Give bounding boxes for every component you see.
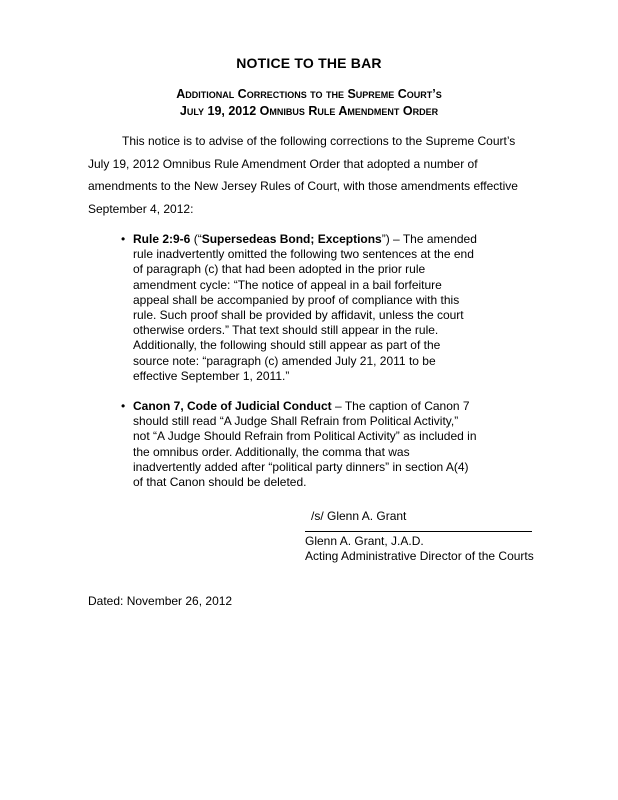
page-subtitle xyxy=(0,86,618,120)
item-body: ”) – The amended rule inadvertently omitted the following two sentences at the end of paragraph (c) that had been adopted in the prior rule amendment cycle: “The notice of appeal in a bail forfeiture appeal shall be accompanied by proof of compliance with this rule. Such proof shall be provided by affidavit, unless the court otherwise orders.” That text should still appear in the rule. Additionally, the following should still appear as part of the source note: “paragraph (c) amended July 21, 2011 to be effective September 1, 2011.” xyxy=(133,232,477,383)
page-title: NOTICE TO THE BAR xyxy=(236,55,382,71)
subtitle-line-1: Additional Corrections to the Supreme Court’s xyxy=(176,87,442,101)
corrections-list xyxy=(118,232,478,505)
bullet-marker: • xyxy=(121,399,126,414)
rule-subheading: Supersedeas Bond; Exceptions xyxy=(201,232,382,246)
list-item xyxy=(118,232,478,384)
rule-heading: Rule 2:9-6 xyxy=(133,232,191,246)
intro-text: This notice is to advise of the following corrections to the Supreme Court’s July 19, 2012 Omnibus Rule Amendment Order that adopted a number of amendments to the New Jersey Rules of Court, with those amendments effective September 4, 2012: xyxy=(88,134,518,216)
date-line: Dated: November 26, 2012 xyxy=(88,594,233,608)
open-paren: (“ xyxy=(190,232,202,246)
signature-block xyxy=(305,534,534,564)
signer-position: Acting Administrative Director of the Courts xyxy=(305,549,534,563)
signature-line xyxy=(305,531,532,532)
bullet-marker: • xyxy=(121,232,126,246)
canon-heading: Canon 7, Code of Judicial Conduct xyxy=(133,399,332,414)
list-item xyxy=(118,399,478,490)
signer-name: Glenn A. Grant, J.A.D. xyxy=(305,534,424,548)
signature-typed: /s/ Glenn A. Grant xyxy=(311,509,407,523)
intro-paragraph xyxy=(88,130,528,220)
item-body: – The caption of Canon 7 should still read “A Judge Shall Refrain from Political Activity,” not “A Judge Should Refrain from Political Activity” as included in the omnibus order. Additionally, the comma that was inadvertently added after “political party dinners” in section A(4) of that Canon should be deleted. xyxy=(133,399,477,490)
subtitle-line-2: July 19, 2012 Omnibus Rule Amendment Order xyxy=(179,104,439,118)
